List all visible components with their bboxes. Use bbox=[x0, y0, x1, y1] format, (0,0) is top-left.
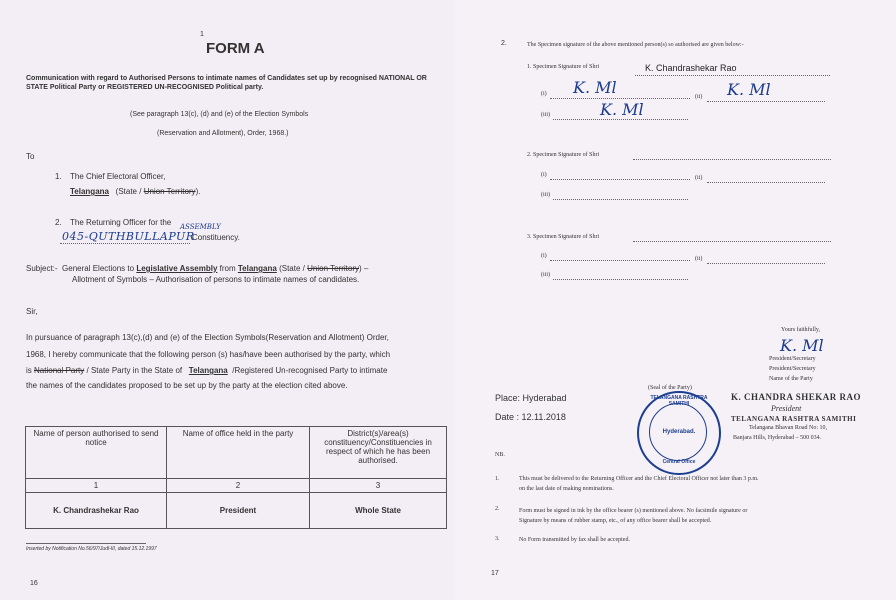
note1-line2: on the last date of making nominations. bbox=[519, 486, 614, 492]
item1-number: 1. bbox=[55, 172, 62, 181]
seal-top-text: TELANGANA RASHTRA SAMITHI bbox=[650, 395, 708, 407]
party-seal-stamp bbox=[637, 391, 721, 475]
nb-label: NB. bbox=[495, 452, 505, 458]
returning-officer: The Returning Officer for the bbox=[70, 218, 172, 227]
closing-signature: K. Ml bbox=[780, 336, 824, 355]
table-header-cell: Name of person authorised to send notice bbox=[26, 427, 167, 479]
item1-state-label: (State / bbox=[115, 187, 142, 196]
signatory-title: President bbox=[771, 404, 802, 413]
sig1-iii-signature: K. Ml bbox=[600, 100, 644, 119]
constituency-label: Constituency. bbox=[192, 233, 240, 242]
sig1-i-signature: K. Ml bbox=[573, 78, 617, 97]
note3-number: 3. bbox=[495, 536, 500, 542]
sig2-iii-label: (iii) bbox=[541, 192, 550, 198]
sig2-label: 2. Specimen Signature of Shri bbox=[527, 152, 600, 158]
body-line-1: In pursuance of paragraph 13(c),(d) and (e) of the Election Symbols(Reservation and Allotment) Order, bbox=[26, 333, 389, 342]
item1-union-territory: Union Territory bbox=[143, 187, 196, 196]
item1-close: ). bbox=[195, 187, 201, 196]
signatory-address-1: Telangana Bhavan Road No: 10, bbox=[749, 425, 828, 431]
note2-number: 2. bbox=[495, 506, 500, 512]
handwritten-constituency: 045-QUTHBULLAPUR bbox=[62, 230, 195, 243]
sig1-ii-label: (ii) bbox=[695, 94, 703, 100]
note2-line1: Form must be signed in ink by the office bearer (s) mentioned above. No facsimile signature or bbox=[519, 508, 748, 514]
subject-assembly: Legislative Assembly bbox=[136, 264, 218, 273]
note3-line1: No Form transmitted by fax shall be accepted. bbox=[519, 537, 630, 543]
table-number-cell: 1 bbox=[26, 479, 167, 493]
sig1-ii-signature: K. Ml bbox=[727, 80, 771, 99]
sig1-label: 1. Specimen Signature of Shri bbox=[527, 64, 600, 70]
sig1-name: K. Chandrashekar Rao bbox=[645, 63, 737, 73]
right-page bbox=[455, 0, 896, 600]
sig2-i-label: (i) bbox=[541, 172, 547, 178]
seal-center-text: Hyderabad. bbox=[662, 429, 696, 435]
signatory-org: TELANGANA RASHTRA SAMITHI bbox=[731, 415, 857, 423]
to-label: To bbox=[26, 152, 35, 161]
reference-line-1: (See paragraph 13(c), (d) and (e) of the Election Symbols bbox=[130, 111, 309, 118]
table-cell-office: President bbox=[167, 493, 310, 529]
body-line-3-mid: / State Party in the State of bbox=[86, 366, 183, 375]
authorisation-table bbox=[25, 426, 447, 529]
reference-line-2: (Reservation and Allotment), Order, 1968.) bbox=[157, 130, 289, 137]
table-row bbox=[26, 493, 447, 529]
footnote-divider bbox=[26, 543, 146, 544]
form-heading: Communication with regard to Authorised Persons to intimate names of Candidates set up by recognised NATIONAL OR STATE Political Party or REGISTERED UN-RECOGNISED Political party. bbox=[26, 75, 427, 91]
place: Place: Hyderabad bbox=[495, 393, 567, 403]
page-number-left: 16 bbox=[30, 580, 38, 587]
sig1-i-label: (i) bbox=[541, 91, 547, 97]
note2-line2: Signature by means of rubber stamp, etc., of any office bearer shall be accepted. bbox=[519, 518, 712, 524]
subject-label: Subject:- bbox=[26, 264, 58, 273]
subject-line-2: Allotment of Symbols – Authorisation of persons to intimate names of candidates. bbox=[72, 275, 360, 284]
signatory-address-2: Banjara Hills, Hyderabad – 500 034. bbox=[733, 435, 822, 441]
page-number-right: 17 bbox=[491, 570, 499, 577]
body-line-3-post: /Registered Un-recognised Party to intimate bbox=[232, 366, 388, 375]
table-header-row bbox=[26, 427, 447, 479]
sig1-iii-label: (iii) bbox=[541, 112, 550, 118]
table-number-cell: 3 bbox=[310, 479, 447, 493]
specimen-intro: The Specimen signature of the above mentioned person(s) so authorised are given below:- bbox=[527, 42, 744, 48]
handwritten-assembly: ASSEMBLY bbox=[180, 223, 221, 231]
body-line-3-pre: is bbox=[26, 366, 32, 375]
sig2-ii-label: (ii) bbox=[695, 175, 703, 181]
item1-state-line bbox=[70, 187, 200, 196]
sig3-label: 3. Specimen Signature of Shri bbox=[527, 234, 600, 240]
subject-from: from bbox=[219, 264, 236, 273]
body-line-2: 1968, I hereby communicate that the following person (s) has/have been authorised by the party, which bbox=[26, 350, 391, 359]
subject-state: Telangana bbox=[237, 264, 277, 273]
president-secretary-1: President/Secretary bbox=[769, 356, 816, 362]
yours-faithfully: Yours faithfully, bbox=[781, 327, 821, 333]
table-header-cell: District(s)/area(s) constituency/Constituencies in respect of which he has been authorised. bbox=[310, 427, 447, 479]
subject-line-1 bbox=[26, 264, 368, 273]
salutation: Sir, bbox=[26, 307, 38, 316]
body-line-3 bbox=[26, 366, 387, 375]
sig3-iii-label: (iii) bbox=[541, 272, 550, 278]
note1-line1: This must be delivered to the Returning Officer and the Chief Electoral Officer not later than 3 p.m. bbox=[519, 476, 759, 482]
seal-bottom-text: Central Office bbox=[662, 459, 696, 465]
president-secretary-2: President/Secretary bbox=[769, 366, 816, 372]
table-header-cell: Name of office held in the party bbox=[167, 427, 310, 479]
table-number-row bbox=[26, 479, 447, 493]
name-of-party: Name of the Party bbox=[769, 376, 813, 382]
table-number-cell: 2 bbox=[167, 479, 310, 493]
item2-number: 2. bbox=[501, 40, 507, 47]
seal-label: (Seal of the Party) bbox=[648, 385, 692, 391]
note1-number: 1. bbox=[495, 476, 500, 482]
page-top-number: 1 bbox=[200, 31, 204, 38]
form-title: FORM A bbox=[206, 40, 265, 57]
signatory-name: K. CHANDRA SHEKAR RAO bbox=[731, 392, 862, 402]
date: Date : 12.11.2018 bbox=[495, 412, 566, 422]
footnote: Inserted by Notification No.56/97/Judl-III, dated 15.12.1997 bbox=[26, 546, 157, 552]
item1-state: Telangana bbox=[70, 187, 109, 196]
body-state: Telangana bbox=[188, 366, 228, 375]
subject-state-label: (State / bbox=[279, 264, 305, 273]
subject-union-territory: Union Territory bbox=[307, 264, 359, 273]
table-cell-name: K. Chandrashekar Rao bbox=[26, 493, 167, 529]
subject-pre: General Elections to bbox=[62, 264, 135, 273]
body-line-4: the names of the candidates proposed to be set up by the party at the election cited above. bbox=[26, 381, 348, 390]
sig3-i-label: (i) bbox=[541, 253, 547, 259]
chief-electoral-officer: The Chief Electoral Officer, bbox=[70, 172, 166, 181]
item2-number: 2. bbox=[55, 218, 62, 227]
sig3-ii-label: (ii) bbox=[695, 256, 703, 262]
table-cell-district: Whole State bbox=[310, 493, 447, 529]
body-national-party: National Party bbox=[34, 366, 85, 375]
subject-dash: ) – bbox=[358, 264, 369, 273]
